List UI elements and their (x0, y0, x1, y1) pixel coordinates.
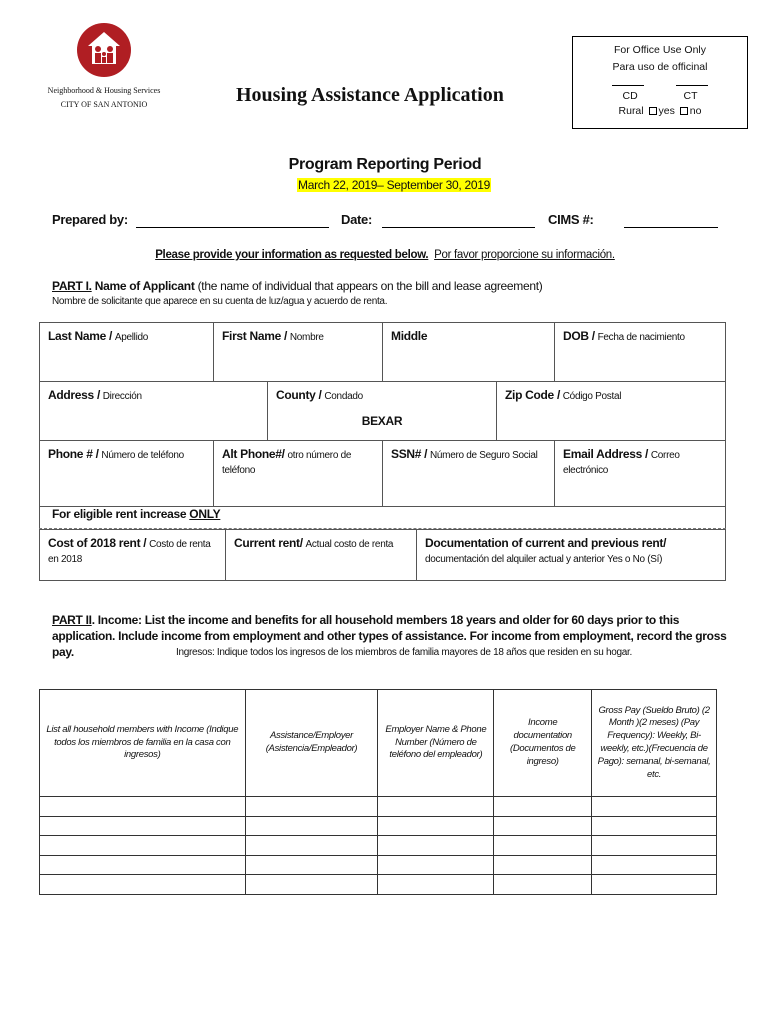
table-cell[interactable] (494, 875, 592, 895)
office-use-title-es: Para uso de officinal (612, 61, 708, 73)
part1-heading (52, 279, 542, 293)
table-cell[interactable] (494, 855, 592, 875)
table-cell[interactable] (592, 836, 717, 856)
table-row (40, 855, 717, 875)
table-cell[interactable] (378, 797, 494, 817)
alt-phone-label-es: otro número de teléfono (222, 450, 352, 476)
first-name-label: First Name / (222, 329, 288, 343)
rent-heading-text: For eligible rent increase (52, 507, 187, 521)
county-value: BEXAR (361, 414, 403, 428)
ct-label: CT (683, 90, 698, 102)
current-rent-field[interactable] (225, 529, 417, 581)
last-name-label: Last Name / (48, 329, 113, 343)
instructions-es: Por favor proporcione su información. (434, 249, 615, 261)
table-cell[interactable] (494, 816, 592, 836)
first-name-field[interactable] (213, 322, 383, 382)
part2-text-es: Ingresos: Indique todos los ingresos de los miembros de familia mayores de 18 años que residen en su hogar. (176, 647, 632, 658)
no-label: no (689, 105, 702, 117)
office-use-box (572, 36, 748, 129)
rent-docs-field[interactable] (416, 529, 726, 581)
cims-field[interactable] (624, 227, 718, 228)
alt-phone-label: Alt Phone#/ (222, 447, 285, 461)
phone-label: Phone # / (48, 447, 99, 461)
email-label-es: Correo electrónico (563, 450, 680, 476)
table-cell[interactable] (245, 797, 378, 817)
rural-label: Rural (618, 105, 644, 117)
table-cell[interactable] (592, 875, 717, 895)
col-income-documentation: Income documentation (Documentos de ingreso) (494, 690, 592, 797)
address-field[interactable] (39, 381, 268, 441)
table-cell[interactable] (40, 855, 246, 875)
rent-docs-label: Documentation of current and previous rent/ (425, 536, 667, 550)
address-label: Address / (48, 388, 100, 402)
email-field[interactable] (554, 440, 726, 507)
dob-field[interactable] (554, 322, 726, 382)
alt-phone-field[interactable] (213, 440, 383, 507)
part2-label: PART II (52, 613, 92, 627)
org-name: Neighborhood & Housing Services (47, 86, 161, 95)
rent-docs-label-es: documentación del alquiler actual y anterior Yes o No (Sí) (425, 553, 663, 565)
col-employer-name-phone: Employer Name & Phone Number (Número de teléfono del empleador) (378, 690, 494, 797)
email-label: Email Address / (563, 447, 649, 461)
rent-heading (52, 507, 220, 521)
income-table-header (40, 690, 717, 797)
table-row (40, 816, 717, 836)
table-cell[interactable] (40, 836, 246, 856)
phone-field[interactable] (39, 440, 214, 507)
phone-label-es: Número de teléfono (101, 450, 184, 461)
cims-label: CIMS #: (548, 212, 594, 227)
table-cell[interactable] (40, 816, 246, 836)
cost-2018-label: Cost of 2018 rent / (48, 536, 147, 550)
page-title: Housing Assistance Application (236, 84, 504, 106)
part1-desc: (the name of individual that appears on the bill and lease agreement) (197, 279, 543, 293)
table-row (40, 797, 717, 817)
date-label: Date: (341, 212, 373, 227)
ct-blank[interactable] (676, 85, 708, 86)
col-assistance-employer: Assistance/Employer (Asistencia/Empleador) (245, 690, 378, 797)
ssn-field[interactable] (382, 440, 555, 507)
cd-blank[interactable] (612, 85, 644, 86)
instructions-en: Please provide your information as requested below. (155, 249, 429, 261)
table-cell[interactable] (40, 797, 246, 817)
col-gross-pay: Gross Pay (Sueldo Bruto) (2 Month )(2 meses) (Pay Frequency): Weekly, Bi-weekly, etc.)(Frecuencia de Pago): semanal, bi-semanal, etc. (592, 690, 717, 797)
zip-label-es: Código Postal (562, 391, 622, 402)
last-name-field[interactable] (39, 322, 214, 382)
office-use-title: For Office Use Only (614, 44, 706, 56)
prepared-by-label: Prepared by: (52, 212, 128, 227)
table-cell[interactable] (592, 797, 717, 817)
county-field[interactable] (267, 381, 497, 441)
income-table (39, 689, 717, 895)
table-cell[interactable] (592, 816, 717, 836)
part1-title: Name of Applicant (94, 279, 195, 293)
table-cell[interactable] (245, 816, 378, 836)
current-rent-label-es: Actual costo de renta (305, 539, 394, 550)
period-dates: March 22, 2019– September 30, 2019 (298, 178, 490, 192)
zip-label: Zip Code / (505, 388, 560, 402)
prepared-by-field[interactable] (136, 227, 329, 228)
rural-no-checkbox[interactable] (680, 107, 688, 115)
table-cell[interactable] (245, 855, 378, 875)
current-rent-label: Current rent/ (234, 536, 303, 550)
cost-2018-rent-field[interactable] (39, 529, 226, 581)
middle-label: Middle (391, 329, 428, 343)
dob-label: DOB / (563, 329, 595, 343)
part2-income: . Income (91, 613, 138, 627)
family-house-logo-icon (76, 22, 132, 78)
table-cell[interactable] (40, 875, 246, 895)
rent-heading-only: ONLY (189, 507, 221, 521)
zip-field[interactable] (496, 381, 726, 441)
cd-label: CD (622, 90, 638, 102)
table-row (40, 875, 717, 895)
period-title: Program Reporting Period (288, 156, 482, 173)
table-cell[interactable] (378, 875, 494, 895)
city-name: CITY OF SAN ANTONIO (60, 100, 148, 109)
table-cell[interactable] (245, 836, 378, 856)
middle-name-field[interactable] (382, 322, 555, 382)
table-cell[interactable] (592, 855, 717, 875)
table-cell[interactable] (245, 875, 378, 895)
county-label-es: Condado (324, 391, 363, 402)
first-name-label-es: Nombre (289, 332, 324, 343)
ssn-label: SSN# / (391, 447, 428, 461)
address-label-es: Dirección (102, 391, 142, 402)
col-household-members: List all household members with Income (Indique todos los miembros de familia en la casa con ingresos) (40, 690, 246, 797)
part1-desc-es: Nombre de solicitante que aparece en su cuenta de luz/agua y acuerdo de renta. (52, 296, 388, 307)
table-cell[interactable] (378, 836, 494, 856)
part2-text: : List the income and benefits for all household members 18 years and older for 60 days prior to this application. Include income from employment and other types of assistance. For income from employment, record the gross pay. (52, 613, 727, 660)
table-cell[interactable] (494, 797, 592, 817)
table-cell[interactable] (378, 855, 494, 875)
dob-label-es: Fecha de nacimiento (597, 332, 685, 343)
ssn-label-es: Número de Seguro Social (429, 450, 538, 461)
part1-label: PART I. (52, 279, 92, 293)
last-name-label-es: Apellido (114, 332, 149, 343)
table-row (40, 836, 717, 856)
cost-2018-label-es: Costo de renta en 2018 (48, 539, 211, 565)
instructions (0, 249, 770, 261)
table-cell[interactable] (494, 836, 592, 856)
yes-label: yes (658, 105, 675, 117)
date-field[interactable] (382, 227, 535, 228)
county-label: County / (276, 388, 322, 402)
table-cell[interactable] (378, 816, 494, 836)
rural-yes-checkbox[interactable] (649, 107, 657, 115)
